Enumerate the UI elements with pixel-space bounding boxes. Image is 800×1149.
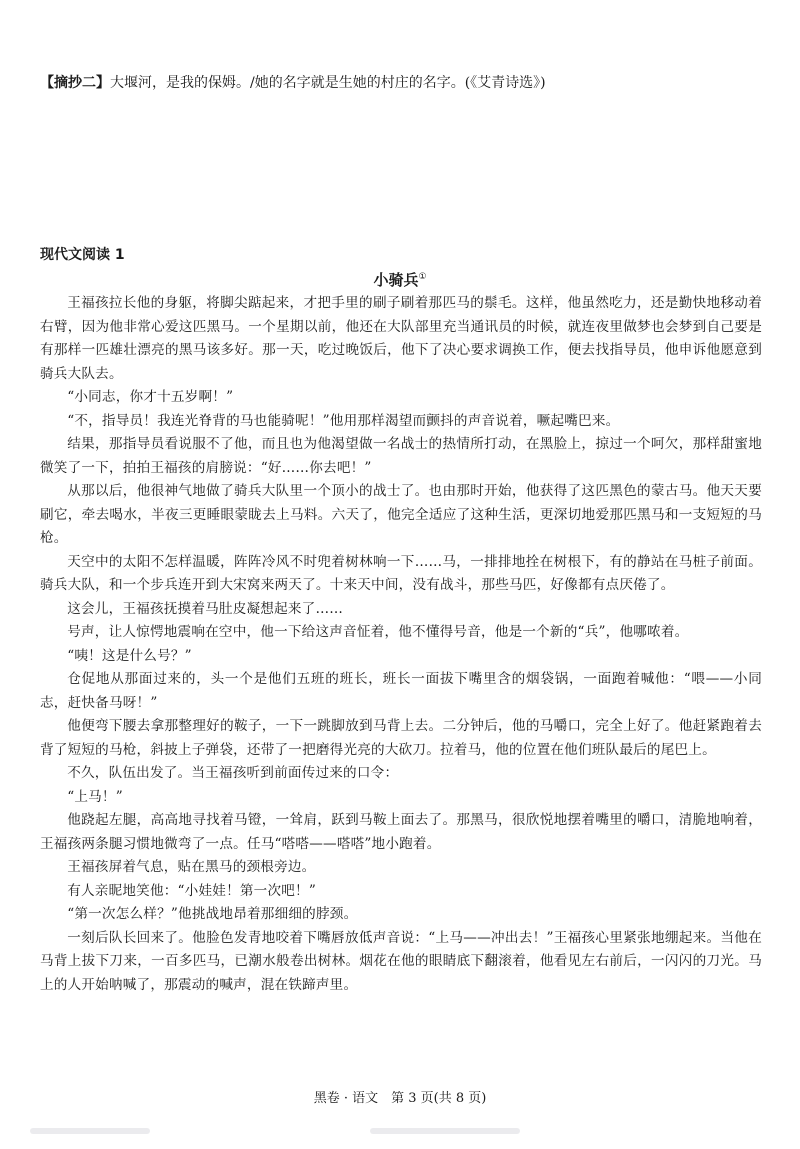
paragraph: 号声，让人惊愕地震响在空中，他一下给这声音怔着，他不懂得号音，他是一个新的“兵”，他哪哝着。	[67, 624, 689, 640]
paragraph: 天空中的太阳不怎样温暖，阵阵冷风不时兜着树林响一下……马，一排排地拴在树根下，有的静站在马桩子前面。骑兵大队，和一个步兵连开到大宋窝来两天了。十来天中间，没有战斗，那些马匹，好像都有点厌倦了。	[40, 553, 762, 593]
excerpt-tag: 【摘抄二】	[40, 75, 110, 91]
story-title-text: 小骑兵	[373, 271, 419, 289]
paragraph: “第一次怎么样？”他挑战地昂着那细细的脖颈。	[67, 906, 358, 922]
page-footer: 黑卷 · 语文 第 3 页(共 8 页)	[313, 1091, 487, 1106]
section-title: 现代文阅读 1	[40, 247, 125, 263]
paragraph: “上马！”	[67, 788, 123, 805]
excerpt-text: 大堰河，是我的保姆。/她的名字就是生她的村庄的名字。(《艾青诗选》)	[110, 75, 546, 91]
paragraph: 结果，那指导员看说服不了他，而且也为他渴望做一名战士的热情所打动，在黑脸上，掠过一个呵欠，那样甜蜜地微笑了一下，拍拍王福孩的肩膀说：“好……你去吧！”	[40, 436, 762, 476]
story-title	[0, 266, 800, 291]
paragraph: 从那以后，他很神气地做了骑兵大队里一个顶小的战士了。也由那时开始，他获得了这匹黑色的蒙古马。他天天要刷它，牵去喝水，半夜三更睡眼蒙眬去上马料。六天了，他完全适应了这种生活，更深切地爱那匹黑马和一支短短的马枪。	[40, 483, 762, 546]
scan-artifact	[370, 1128, 520, 1134]
paragraph: 他便弯下腰去拿那整理好的鞍子，一下一跳脚放到马背上去。二分钟后，他的马嚼口，完全上好了。他赶紧跑着去背了短短的马枪，斜披上子弹袋，还带了一把磨得光亮的大砍刀。拉着马，他的位置在他们班队最后的尾巴上。	[40, 718, 762, 758]
paragraph: 他跷起左腿，高高地寻找着马镫，一耸肩，跃到马鞍上面去了。那黑马，很欣悦地摆着嘴里的嚼口，清脆地响着，王福孩两条腿习惯地微弯了一点。任马“嗒嗒——嗒嗒”地小跑着。	[40, 812, 762, 852]
paragraph: 有人亲昵地笑他：“小娃娃！第一次吧！”	[67, 882, 316, 899]
paragraph: “小同志，你才十五岁啊！”	[67, 389, 234, 405]
scan-artifact	[30, 1128, 150, 1134]
excerpt-line	[40, 72, 760, 94]
paragraph: 王福孩拉长他的身躯，将脚尖踮起来，才把手里的刷子刷着那匹马的鬃毛。这样，他虽然吃力，还是勤快地移动着右臂，因为他非常心爱这匹黑马。一个星期以前，他还在大队部里充当通讯员的时候，就连夜里做梦也会梦到自己要是有那样一匹雄壮漂亮的黑马该多好。那一天，吃过晚饭后，他下了决心要求调换工作，便去找指导员，他申诉他愿意到骑兵大队去。	[40, 295, 762, 382]
story-body	[40, 292, 762, 997]
paragraph: 这会儿，王福孩抚摸着马肚皮凝想起来了……	[67, 600, 344, 617]
paragraph: 仓促地从那面过来的，头一个是他们五班的班长，班长一面拔下嘴里含的烟袋锅，一面跑着喊他：“喂——小同志，赶快备马呀！”	[40, 671, 762, 711]
paragraph: “不，指导员！我连光脊背的马也能骑呢！”他用那样渴望而颤抖的声音说着，噘起嘴巴来。	[67, 412, 620, 429]
paragraph: 不久，队伍出发了。当王福孩听到前面传过来的口令：	[67, 765, 399, 781]
footnote-mark: ①	[418, 272, 427, 282]
paragraph: 王福孩屏着气息，贴在黑马的颈根旁边。	[67, 859, 316, 875]
paragraph: “咦！这是什么号？”	[67, 647, 192, 664]
paragraph: 一刻后队长回来了。他脸色发青地咬着下嘴唇放低声音说：“上马——冲出去！”王福孩心里紧张地绷起来。当他在马背上拔下刀来，一百多匹马，已潮水般卷出树林。烟花在他的眼睛底下翻滚着，他看见左右前后，一闪闪的刀光。马上的人开始呐喊了，那震动的喊声，混在铁蹄声里。	[40, 929, 762, 993]
